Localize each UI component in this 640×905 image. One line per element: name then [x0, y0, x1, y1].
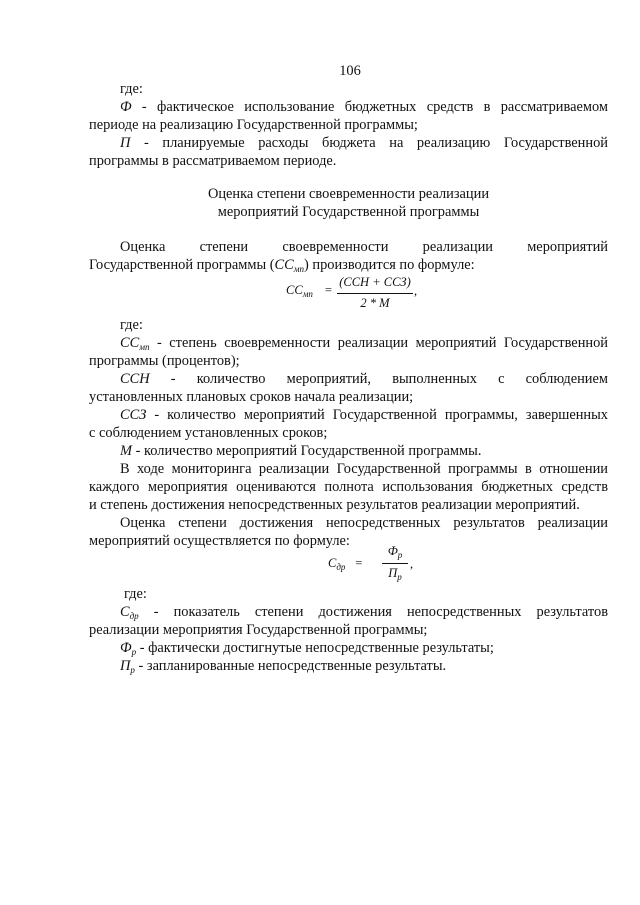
where-label: где: [120, 81, 143, 97]
paragraph-line [89, 256, 475, 278]
symbol-subscript: мп [139, 342, 150, 352]
paragraph-line: с соблюдением установленных сроков; [89, 425, 328, 441]
definition-text: - планируемые расходы бюджета на реализацию Государственной [144, 135, 608, 151]
definition-text: - количество мероприятий Государственной программы. [135, 443, 482, 459]
definition-text: - фактическое использование бюджетных средств в рассматриваемом [141, 99, 608, 115]
paragraph-line [120, 98, 608, 116]
definition-text: ) производится по формуле: [303, 257, 475, 273]
formula-denominator: 2 * М [360, 296, 390, 310]
section-heading: мероприятий Государственной программы [217, 204, 480, 220]
symbol-ccz: ССЗ [120, 407, 147, 423]
paragraph-line [120, 134, 608, 152]
formula-lhs: $СС_{мп}$ = [286, 283, 333, 299]
symbol-cdr: С [120, 604, 130, 620]
where-label: где: [120, 317, 143, 333]
symbol-subscript: р [130, 665, 135, 675]
formula-numerator: $Ф_р$ [387, 544, 403, 560]
symbol-fr: Ф [120, 640, 132, 656]
definition-text: Государственной программы ( [89, 257, 275, 273]
paragraph-line: периоде на реализацию Государственной программы; [89, 117, 418, 133]
paragraph-line [120, 442, 481, 460]
symbol-subscript: др [129, 611, 139, 621]
symbol-subscript: р [131, 647, 137, 657]
formula-denominator: $П_р$ [388, 566, 402, 582]
symbol-pr: П [120, 658, 131, 674]
paragraph-line [120, 406, 608, 424]
symbol-subscript: мп [293, 264, 304, 274]
paragraph-line: программы (процентов); [89, 353, 240, 369]
symbol-f: Ф [120, 99, 132, 115]
symbol-ccn: ССН [120, 371, 150, 387]
formula-numerator: (ССН + ССЗ) [339, 275, 411, 289]
definition-text: - количество мероприятий Государственной программы, завершенных [154, 407, 608, 423]
section-heading: Оценка степени своевременности реализации [207, 186, 490, 202]
formula-punct: , [414, 284, 418, 298]
definition-text: - фактически достигнутые непосредственные результаты; [139, 640, 494, 656]
definition-text: - степень своевременности реализации мероприятий Государственной [156, 335, 608, 351]
definition-text: - показатель степени достижения непосредственных результатов [153, 604, 608, 620]
symbol-p: П [120, 135, 131, 151]
paragraph-line [120, 657, 446, 679]
definition-text: - количество мероприятий, выполненных с соблюдением [170, 371, 608, 387]
definition-text: - запланированные непосредственные результаты. [138, 658, 447, 674]
fraction-bar [382, 563, 408, 564]
symbol-m: М [120, 443, 132, 459]
paragraph-line: Оценка степени своевременности реализации мероприятий [120, 239, 608, 255]
paragraph-line: и степень достижения непосредственных результатов реализации мероприятий. [89, 497, 580, 513]
symbol-ccmi: СС [120, 335, 140, 351]
paragraph-line: каждого мероприятия оцениваются полнота использования бюджетных средств [89, 479, 608, 495]
formula-lhs: $С_{др}$ = [328, 556, 363, 572]
paragraph-line: мероприятий осуществляется по формуле: [89, 533, 350, 549]
paragraph-line: программы в рассматриваемом периоде. [89, 153, 337, 169]
paragraph-line: реализации мероприятия Государственной программы; [89, 622, 428, 638]
where-label: где: [124, 586, 147, 602]
paragraph-line: Оценка степени достижения непосредственных результатов реализации [120, 515, 608, 531]
page-number: 106 [339, 63, 361, 79]
paragraph-line: В ходе мониторинга реализации Государственной программы в отношении [120, 461, 608, 477]
fraction-bar [337, 293, 413, 294]
paragraph-line: установленных плановых сроков начала реализации; [89, 389, 414, 405]
paragraph-line [120, 370, 608, 388]
symbol-ccmi: СС [274, 257, 294, 273]
formula-punct: , [410, 557, 414, 571]
